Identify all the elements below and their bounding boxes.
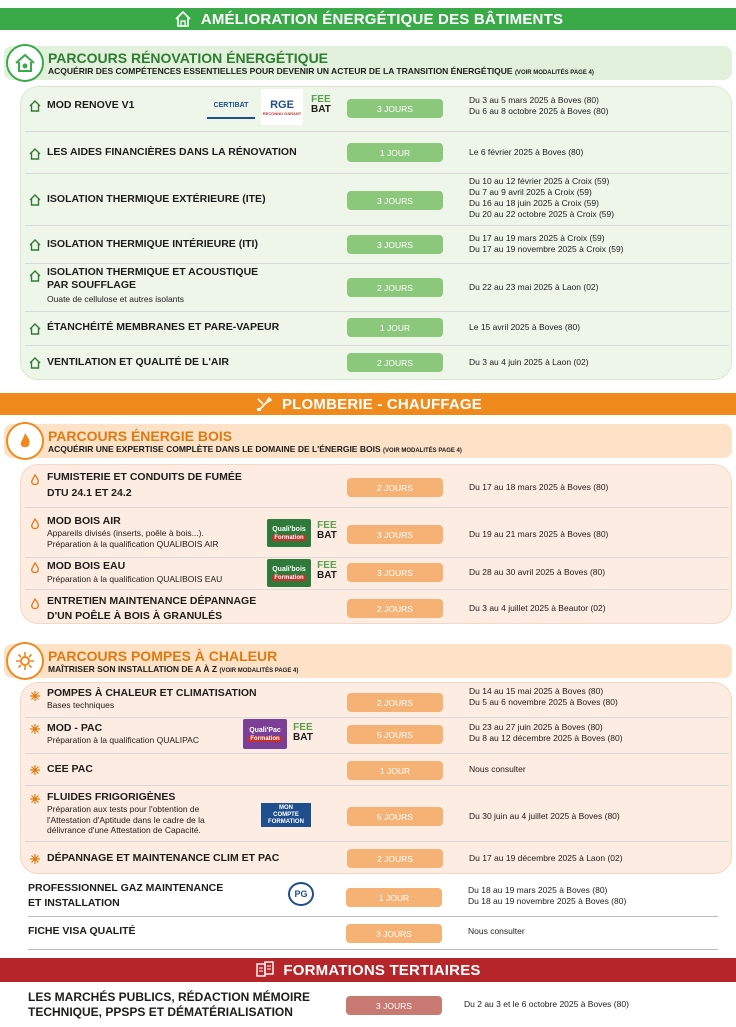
session-dates: Du 18 au 19 mars 2025 à Boves (80) Du 18 au 19 novembre 2025 à Boves (80) xyxy=(468,885,627,906)
course-title: LES AIDES FINANCIÈRES DANS LA RÉNOVATION xyxy=(47,146,297,158)
renovation-group xyxy=(20,86,732,380)
session-dates: Du 14 au 15 mai 2025 à Boves (80) Du 5 au 6 novembre 2025 à Boves (80) xyxy=(469,686,618,707)
course-row[interactable] xyxy=(21,87,733,131)
pg-logo: PG xyxy=(288,882,314,906)
duration-badge: 3 JOURS xyxy=(346,996,442,1015)
course-title: CEE PAC xyxy=(47,763,93,775)
duration-badge: 2 JOURS xyxy=(347,849,443,868)
flame-icon xyxy=(29,473,41,485)
section-banner-tertiary xyxy=(0,958,736,982)
mon-compte-formation-logo: MON COMPTE FORMATION xyxy=(261,803,311,827)
duration-badge: 1 JOUR xyxy=(346,888,442,907)
duration-badge: 3 JOURS xyxy=(346,924,442,943)
course-title: FUMISTERIE ET CONDUITS DE FUMÉE DTU 24.1 ET 24.2 xyxy=(47,471,242,499)
row-divider xyxy=(28,916,718,917)
duration-badge: 5 JOURS xyxy=(347,807,443,826)
course-title: LES MARCHÉS PUBLICS, RÉDACTION MÉMOIRE TECHNIQUE, PPSPS ET DÉMATÉRIALISATION xyxy=(28,990,311,1019)
course-subtitle: Préparation aux tests pour l'obtention de l'Attestation d'Aptitude dans le cadre de la délivrance d'une Attestation de Capacité. xyxy=(47,804,205,835)
course-row[interactable] xyxy=(21,507,733,557)
flame-icon xyxy=(29,597,41,609)
section-title: PLOMBERIE - CHAUFFAGE xyxy=(281,395,483,413)
feebat-logo: FEE BAT xyxy=(317,520,337,541)
duration-badge: 1 JOUR xyxy=(347,761,443,780)
course-title: MOD RENOVE V1 xyxy=(47,99,135,111)
house-icon xyxy=(173,9,193,29)
feebat-logo: FEE BAT xyxy=(317,560,337,581)
course-row[interactable] xyxy=(21,173,733,225)
course-title: PROFESSIONNEL GAZ MAINTENANCE ET INSTALLATION xyxy=(28,882,224,909)
qualipac-logo: Quali'Pac Formation xyxy=(243,719,287,749)
parcours-subtitle: ACQUÉRIR DES COMPÉTENCES ESSENTIELLES POUR DEVENIR UN ACTEUR DE LA TRANSITION ÉNERGÉTIQUE (VOIR MODALITÉS PAGE 4) xyxy=(48,66,594,76)
session-dates: Du 28 au 30 avril 2025 à Boves (80) xyxy=(469,567,606,577)
flame-icon xyxy=(6,422,44,460)
session-dates: Nous consulter xyxy=(468,926,525,936)
course-title: POMPES À CHALEUR ET CLIMATISATION xyxy=(47,687,257,699)
course-row[interactable] xyxy=(21,465,733,507)
duration-badge: 2 JOURS xyxy=(347,478,443,497)
parcours-title: PARCOURS ÉNERGIE BOIS xyxy=(48,428,233,444)
course-title: ISOLATION THERMIQUE INTÉRIEURE (ITI) xyxy=(47,238,258,250)
rge-logo: RGE RECONNU GARANT xyxy=(261,89,303,125)
renovation-house-icon xyxy=(6,44,44,82)
parcours-bois-header xyxy=(4,424,732,458)
section-banner-plumbing xyxy=(0,393,736,415)
course-title: FICHE VISA QUALITÉ xyxy=(28,925,136,937)
course-subtitle: Préparation à la qualification QUALIPAC xyxy=(47,735,199,745)
bois-group xyxy=(20,464,732,624)
duration-badge: 3 JOURS xyxy=(347,235,443,254)
house-icon xyxy=(29,356,41,368)
snowflake-icon xyxy=(29,689,41,701)
snowflake-icon xyxy=(29,792,41,804)
course-row[interactable] xyxy=(21,841,733,875)
course-subtitle: Préparation à la qualification QUALIBOIS EAU xyxy=(47,574,223,584)
session-dates: Du 10 au 12 février 2025 à Croix (59) Du 7 au 9 avril 2025 à Croix (59) Du 16 au 18 juin 2025 à Croix (59) Du 20 au 22 octobre 2025 à Croix (59) xyxy=(469,176,615,219)
course-title: MOD - PAC xyxy=(47,722,103,734)
session-dates: Du 22 au 23 mai 2025 à Laon (02) xyxy=(469,282,599,292)
house-icon xyxy=(29,269,41,281)
course-title: FLUIDES FRIGORIGÈNES xyxy=(47,791,176,803)
course-title: MOD BOIS EAU xyxy=(47,560,126,572)
course-row[interactable] xyxy=(28,988,732,1024)
session-dates: Du 19 au 21 mars 2025 à Boves (80) xyxy=(469,529,609,539)
parcours-title: PARCOURS RÉNOVATION ÉNERGÉTIQUE xyxy=(48,50,329,66)
course-title: ÉTANCHÉITÉ MEMBRANES ET PARE-VAPEUR xyxy=(47,321,280,333)
flame-icon xyxy=(29,561,41,573)
snowflake-icon xyxy=(29,763,41,775)
course-row[interactable] xyxy=(28,878,732,914)
house-icon xyxy=(29,322,41,334)
duration-badge: 2 JOURS xyxy=(347,693,443,712)
documents-icon xyxy=(255,960,275,980)
course-title: DÉPANNAGE ET MAINTENANCE CLIM ET PAC xyxy=(47,852,280,864)
course-row[interactable] xyxy=(21,131,733,173)
session-dates: Du 17 au 19 mars 2025 à Croix (59) Du 17 au 19 novembre 2025 à Croix (59) xyxy=(469,233,624,254)
heat-pump-icon xyxy=(6,642,44,680)
course-title: ISOLATION THERMIQUE ET ACOUSTIQUE PAR SOUFFLAGE xyxy=(47,266,259,291)
course-subtitle: Ouate de cellulose et autres isolants xyxy=(47,294,185,304)
duration-badge: 3 JOURS xyxy=(347,525,443,544)
course-title: ISOLATION THERMIQUE EXTÉRIEURE (ITE) xyxy=(47,193,266,205)
duration-badge: 5 JOURS xyxy=(347,725,443,744)
certibat-logo: CERTIBAT xyxy=(207,93,255,119)
session-dates: Du 3 au 4 juin 2025 à Laon (02) xyxy=(469,357,589,367)
house-icon xyxy=(29,238,41,250)
course-row[interactable] xyxy=(21,225,733,263)
row-divider xyxy=(28,949,718,950)
duration-badge: 2 JOURS xyxy=(347,278,443,297)
course-row[interactable] xyxy=(21,753,733,785)
course-row[interactable] xyxy=(21,589,733,625)
course-row[interactable] xyxy=(21,785,733,841)
pac-group xyxy=(20,682,732,874)
session-dates: Du 23 au 27 juin 2025 à Boves (80) Du 8 au 12 décembre 2025 à Boves (80) xyxy=(469,722,623,743)
parcours-subtitle: ACQUÉRIR UNE EXPERTISE COMPLÈTE DANS LE DOMAINE DE L'ÉNERGIE BOIS (VOIR MODALITÉS PAGE 4) xyxy=(48,444,462,454)
course-title: VENTILATION ET QUALITÉ DE L'AIR xyxy=(47,356,229,368)
section-title: FORMATIONS TERTIAIRES xyxy=(283,961,481,979)
course-subtitle: Bases techniques xyxy=(47,700,115,710)
parcours-renovation-header xyxy=(4,46,732,80)
flame-icon xyxy=(29,517,41,529)
course-row[interactable] xyxy=(28,918,732,948)
parcours-pac-header xyxy=(4,644,732,678)
session-dates: Le 15 avril 2025 à Boves (80) xyxy=(469,322,581,332)
house-icon xyxy=(29,193,41,205)
course-row[interactable] xyxy=(21,311,733,345)
snowflake-icon xyxy=(29,852,41,864)
duration-badge: 2 JOURS xyxy=(347,353,443,372)
parcours-subtitle: MAÎTRISER SON INSTALLATION DE A À Z (VOIR MODALITÉS PAGE 4) xyxy=(48,664,299,674)
house-icon xyxy=(29,147,41,159)
house-icon xyxy=(29,99,41,111)
section-title: AMÉLIORATION ÉNERGÉTIQUE DES BÂTIMENTS xyxy=(200,10,564,28)
session-dates: Le 6 février 2025 à Boves (80) xyxy=(469,147,584,157)
tools-icon xyxy=(254,394,274,414)
section-banner-energy xyxy=(0,8,736,30)
course-subtitle: Appareils divisés (inserts, poêle à bois...). Préparation à la qualification QUALIBOIS AIR xyxy=(47,528,219,549)
snowflake-icon xyxy=(29,722,41,734)
session-dates: Du 17 au 18 mars 2025 à Boves (80) xyxy=(469,482,609,492)
course-row[interactable] xyxy=(21,263,733,311)
course-row[interactable] xyxy=(21,557,733,589)
session-dates: Du 2 au 3 et le 6 octobre 2025 à Boves (80) xyxy=(464,999,629,1009)
duration-badge: 1 JOUR xyxy=(347,318,443,337)
course-title: MOD BOIS AIR xyxy=(47,515,121,527)
session-dates: Du 3 au 4 juillet 2025 à Beautor (02) xyxy=(469,603,606,613)
qualibois-logo: Quali'bois Formation xyxy=(267,519,311,547)
duration-badge: 3 JOURS xyxy=(347,563,443,582)
feebat-logo: FEE BAT xyxy=(311,94,331,115)
course-row[interactable] xyxy=(21,683,733,717)
session-dates: Du 3 au 5 mars 2025 à Boves (80) Du 6 au 8 octobre 2025 à Boves (80) xyxy=(469,95,609,116)
duration-badge: 1 JOUR xyxy=(347,143,443,162)
feebat-logo: FEE BAT xyxy=(293,722,313,743)
session-dates: Nous consulter xyxy=(469,764,526,774)
qualibois-logo: Quali'bois Formation xyxy=(267,559,311,587)
session-dates: Du 30 juin au 4 juillet 2025 à Boves (80) xyxy=(469,811,620,821)
duration-badge: 3 JOURS xyxy=(347,99,443,118)
course-row[interactable] xyxy=(21,345,733,381)
duration-badge: 3 JOURS xyxy=(347,191,443,210)
duration-badge: 2 JOURS xyxy=(347,599,443,618)
parcours-title: PARCOURS POMPES À CHALEUR xyxy=(48,648,278,664)
session-dates: Du 17 au 19 décembre 2025 à Laon (02) xyxy=(469,853,623,863)
course-title: ENTRETIEN MAINTENANCE DÉPANNAGE D'UN POÊLE À BOIS À GRANULÉS xyxy=(47,595,257,622)
course-row[interactable] xyxy=(21,717,733,753)
